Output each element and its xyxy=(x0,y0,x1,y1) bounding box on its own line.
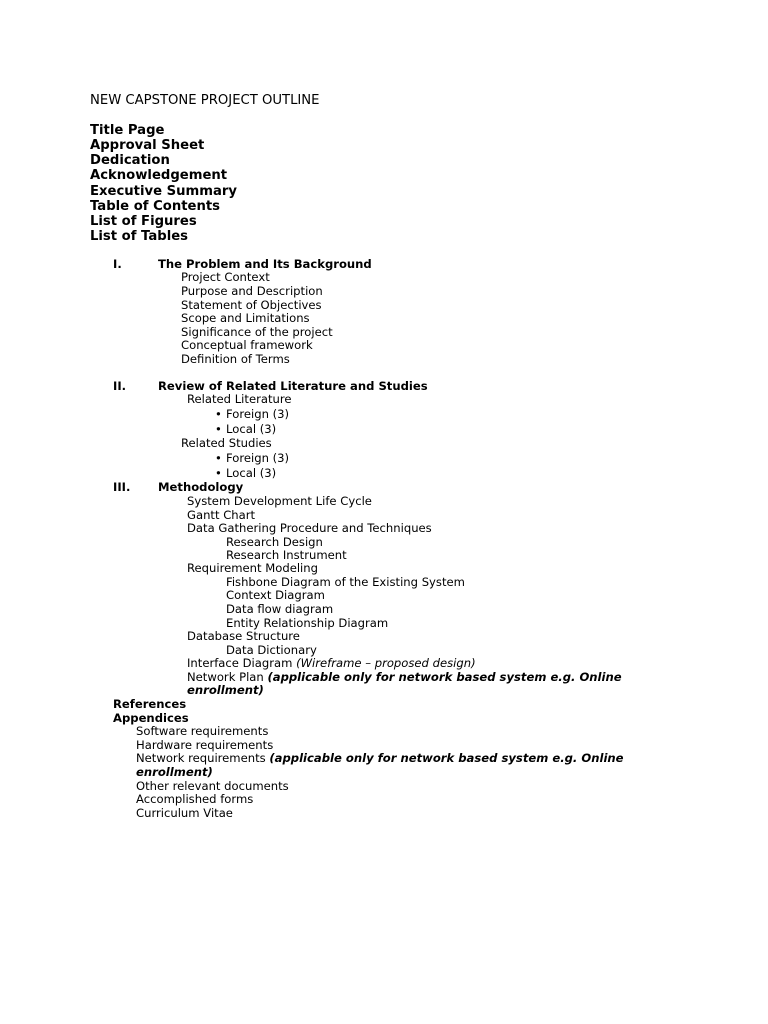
bullet-icon: • xyxy=(215,407,222,421)
chapter-2-title: Review of Related Literature and Studies xyxy=(158,379,428,393)
methodology-item: Gantt Chart xyxy=(187,508,256,522)
appendix-item: Hardware requirements xyxy=(136,738,274,752)
appendix-network-label: Network requirements xyxy=(136,751,270,765)
front-matter-item: Dedication xyxy=(90,153,170,168)
chapter-1-item: Scope and Limitations xyxy=(181,311,310,325)
appendix-item: Software requirements xyxy=(136,724,269,738)
methodology-subitem: Data flow diagram xyxy=(226,602,334,616)
bullet-icon: • xyxy=(215,422,222,436)
methodology-item: Requirement Modeling xyxy=(187,561,318,575)
appendix-item: Accomplished forms xyxy=(136,792,254,806)
methodology-subitem: Context Diagram xyxy=(226,588,325,602)
methodology-item: System Development Life Cycle xyxy=(187,494,372,508)
appendix-item: Other relevant documents xyxy=(136,779,289,793)
appendix-item: Curriculum Vitae xyxy=(136,806,233,820)
appendices-heading: Appendices xyxy=(113,711,189,725)
methodology-subitem: Research Design xyxy=(226,535,323,549)
front-matter-item: Table of Contents xyxy=(90,199,220,214)
bullet-icon: • xyxy=(215,451,222,465)
interface-diagram-label: Interface Diagram xyxy=(187,656,297,670)
appendix-network-note: (applicable only for network based system e.g. Online xyxy=(269,751,624,765)
front-matter-item: Title Page xyxy=(90,123,165,138)
related-studies-item: Local (3) xyxy=(226,466,277,480)
related-literature-heading: Related Literature xyxy=(187,392,292,406)
references-heading: References xyxy=(113,697,187,711)
interface-diagram-line xyxy=(187,658,476,670)
chapter-1-item: Conceptual framework xyxy=(181,338,313,352)
methodology-item: Data Gathering Procedure and Techniques xyxy=(187,521,432,535)
methodology-subitem: Data Dictionary xyxy=(226,643,317,657)
chapter-1-title: The Problem and Its Background xyxy=(158,257,372,271)
interface-diagram-note: (Wireframe – proposed design) xyxy=(296,656,476,670)
front-matter-item: Executive Summary xyxy=(90,184,237,199)
chapter-1-numeral: I. xyxy=(113,257,122,271)
methodology-subitem: Research Instrument xyxy=(226,548,347,562)
related-studies-heading: Related Studies xyxy=(181,436,272,450)
appendix-network-line xyxy=(136,753,624,765)
related-studies-item: Foreign (3) xyxy=(226,451,290,465)
methodology-subitem: Entity Relationship Diagram xyxy=(226,616,389,630)
related-literature-item: Foreign (3) xyxy=(226,407,290,421)
front-matter-item: List of Tables xyxy=(90,229,189,244)
document-title: NEW CAPSTONE PROJECT OUTLINE xyxy=(90,93,320,108)
chapter-1-item: Statement of Objectives xyxy=(181,298,322,312)
chapter-2-numeral: II. xyxy=(113,379,127,393)
appendix-network-note-continued: enrollment) xyxy=(136,765,213,779)
network-plan-line xyxy=(187,672,622,684)
front-matter-item: Approval Sheet xyxy=(90,138,205,153)
chapter-1-item: Significance of the project xyxy=(181,325,333,339)
chapter-3-title: Methodology xyxy=(158,480,244,494)
network-plan-label: Network Plan xyxy=(187,670,268,684)
methodology-subitem: Fishbone Diagram of the Existing System xyxy=(226,575,465,589)
front-matter-item: List of Figures xyxy=(90,214,197,229)
methodology-item: Database Structure xyxy=(187,629,300,643)
chapter-1-item: Purpose and Description xyxy=(181,284,323,298)
network-plan-note-continued: enrollment) xyxy=(187,683,264,697)
network-plan-note: (applicable only for network based system e.g. Online xyxy=(267,670,622,684)
chapter-3-numeral: III. xyxy=(113,480,131,494)
bullet-icon: • xyxy=(215,466,222,480)
chapter-1-item: Definition of Terms xyxy=(181,352,290,366)
related-literature-item: Local (3) xyxy=(226,422,277,436)
front-matter-item: Acknowledgement xyxy=(90,168,228,183)
chapter-1-item: Project Context xyxy=(181,270,270,284)
